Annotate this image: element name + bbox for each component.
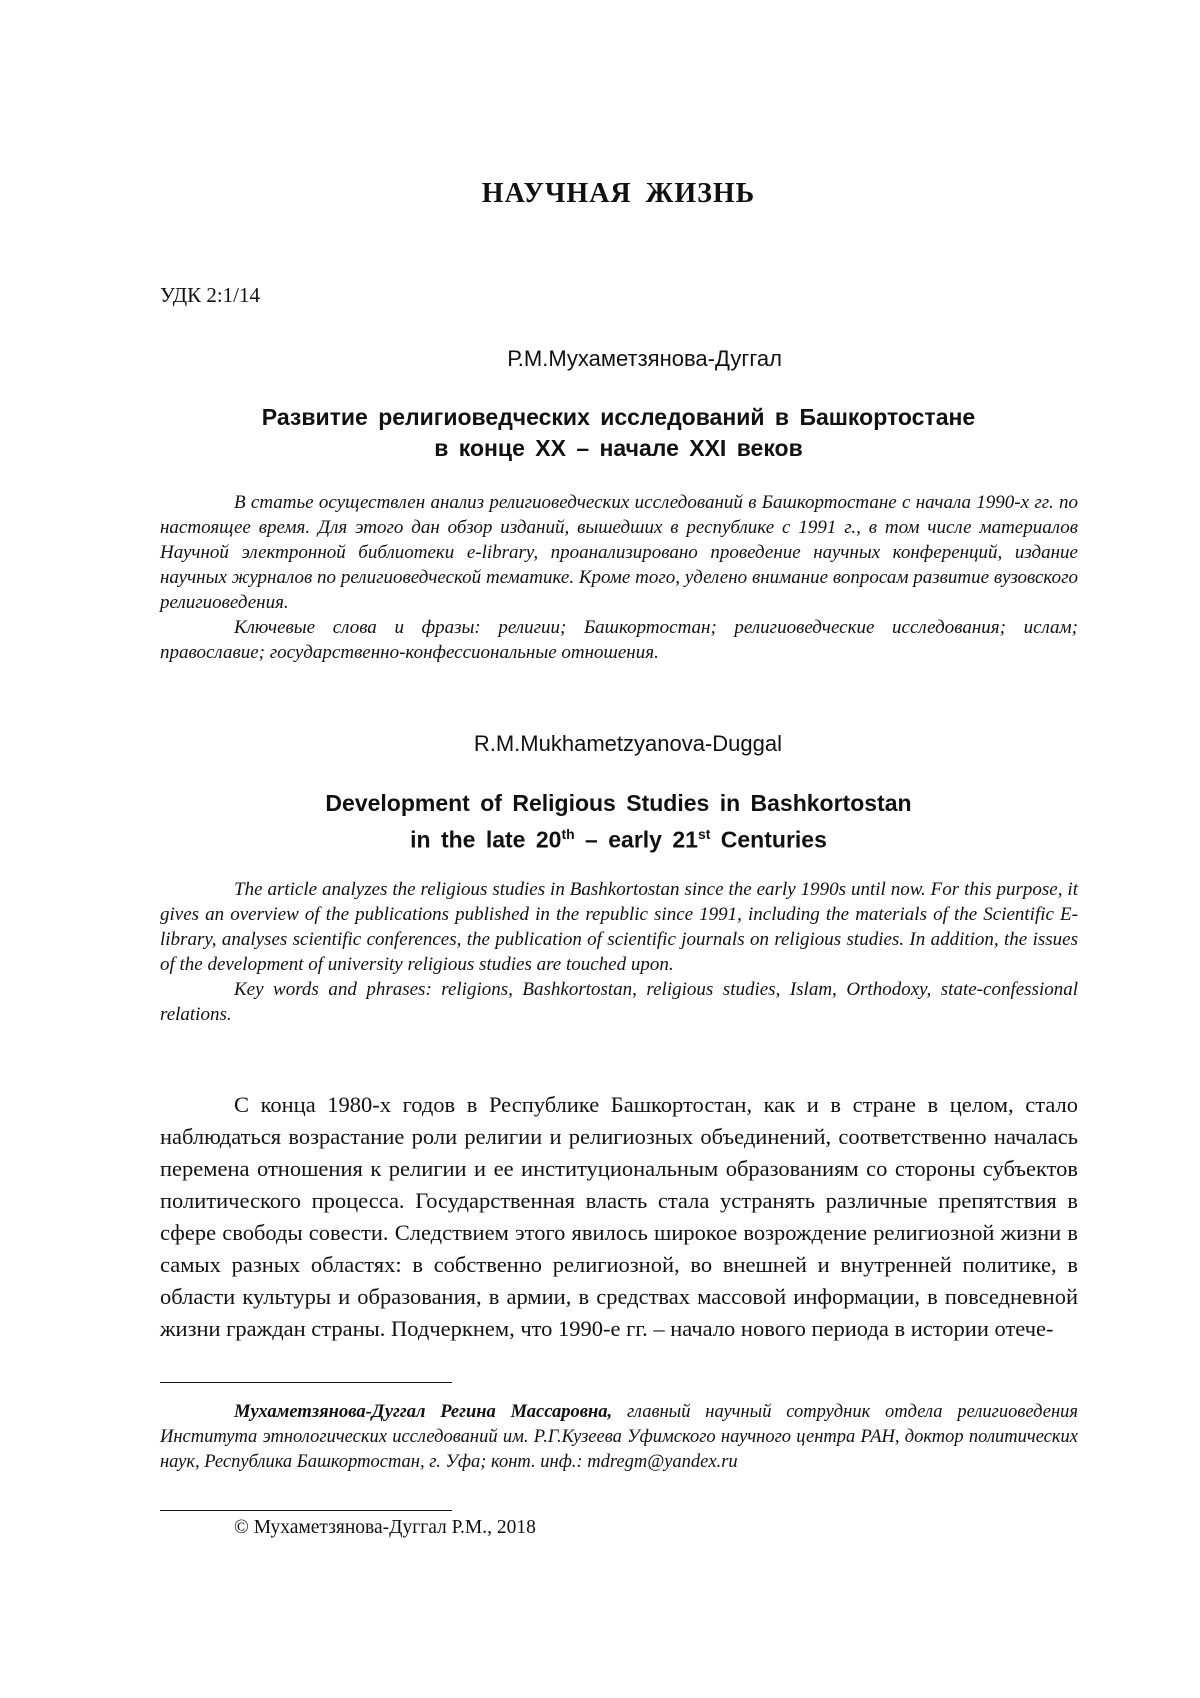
article-title-en-line2 xyxy=(160,819,1077,856)
author-ru: Р.М.Мухаметзянова-Дуггал xyxy=(507,346,782,371)
keywords-ru: Ключевые слова и фразы: религии; Башкортостан; религиоведческие исследования; ислам; православие; государственно-конфессиональные отношения. xyxy=(160,617,1078,663)
author-en: R.M.Mukhametzyanova-Duggal xyxy=(473,731,782,756)
section-title: НАУЧНАЯ ЖИЗНЬ xyxy=(481,178,756,209)
title-en-sup-st: st xyxy=(697,826,711,842)
keywords-en: Key words and phrases: religions, Bashkortostan, religious studies, Islam, Orthodoxy, state-confessional relations. xyxy=(160,979,1078,1025)
title-en-part-a: in the late 20 xyxy=(410,826,562,853)
abstract-en-text: The article analyzes the religious studies in Bashkortostan since the early 1990s until now. For this purpose, it gives an overview of the publications published in the republic since 1991, including the materials of the Scientific E-library, analyses scientific conferences, the publication of scientific journals on religious studies. In addition, the issues of the development of university religious studies are touched upon. xyxy=(160,879,1078,975)
article-title-ru-line2: в конце XX – начале XXI веков xyxy=(434,435,803,461)
title-en-part-c: Centuries xyxy=(710,826,827,853)
article-title-ru xyxy=(160,402,1077,464)
footnote-author-name: Мухаметзянова-Дуггал Регина Массаровна, xyxy=(234,1402,613,1422)
footnote-divider xyxy=(160,1382,452,1383)
article-title-en xyxy=(160,788,1077,856)
abstract-ru-text: В статье осуществлен анализ религиоведческих исследований в Башкортостане с начала 1990-х гг. по настоящее время. Для этого дан обзор изданий, вышедших в республике с 1991 г., в том числе материалов Научной электронной библиотеки e-library, проанализировано проведение научных конференций, издание научных журналов по религиоведческой тематике. Кроме того, уделено внимание вопросам развитие вузовского религиоведения. xyxy=(160,492,1078,613)
author-footnote xyxy=(160,1400,1078,1475)
title-en-part-b: – early 21 xyxy=(574,826,698,853)
footnote-paragraph xyxy=(160,1400,1078,1475)
footnote-author-info: главный научный сотрудник отдела религиоведения Института этнологических исследований им. Р.Г.Кузеева Уфимского научного центра РАН, доктор политических наук, Республика Башкортостан, г. Уфа; конт. инф.: mdregm@yandex.ru xyxy=(160,1402,1078,1472)
title-en-sup-th: th xyxy=(561,826,575,842)
copyright-divider xyxy=(160,1510,452,1511)
copyright: © Мухаметзянова-Дуггал Р.М., 2018 xyxy=(234,1517,536,1538)
abstract-ru xyxy=(160,490,1078,665)
article-title-en-line1: Development of Religious Studies in Bashkortostan xyxy=(325,790,912,816)
body-paragraph: С конца 1980-х годов в Республике Башкортостан, как и в стране в целом, стало наблюдаться возрастание роли религии и религиозных объединений, соответственно началась перемена отношения к религии и ее институциональным образованиям со стороны субъектов политического процесса. Государственная власть стала устранять различные препятствия в сфере свободы совести. Следствием этого явилось широкое возрождение религиозной жизни в самых разных областях: в собственно религиозной, во внешней и внутренней политике, в области культуры и образования, в армии, в средствах массовой информации, в повседневной жизни граждан страны. Подчеркнем, что 1990-е гг. – начало нового периода в истории отече- xyxy=(160,1092,1078,1341)
body-text xyxy=(160,1089,1078,1345)
article-title-ru-line1: Развитие религиоведческих исследований в Башкортостане xyxy=(261,404,976,430)
udc-code: УДК 2:1/14 xyxy=(160,283,260,307)
abstract-en xyxy=(160,877,1078,1027)
